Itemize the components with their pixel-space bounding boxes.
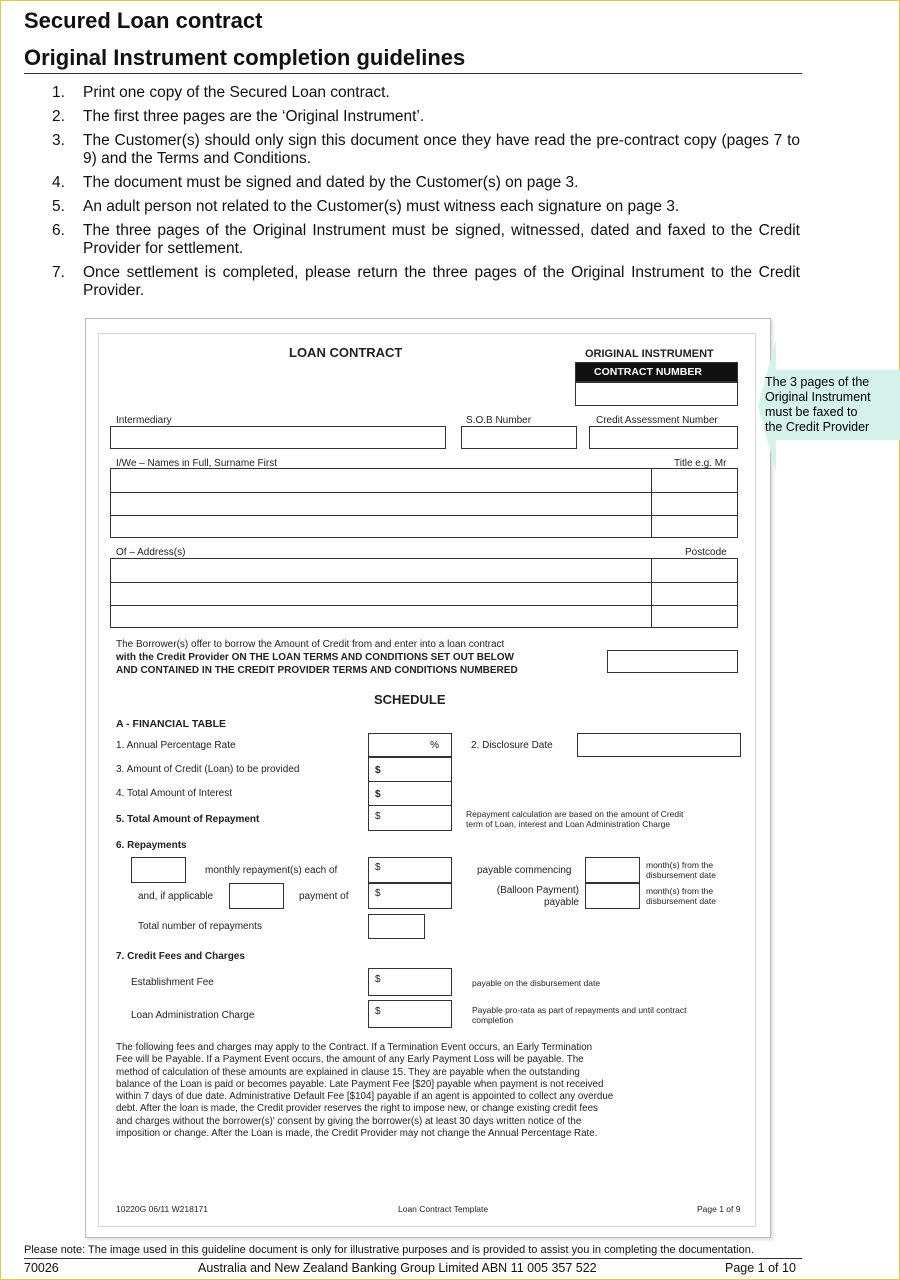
disclosure-date-field[interactable] (577, 733, 741, 757)
contract-number-header (575, 362, 738, 382)
months-line: disbursement date (646, 896, 716, 906)
names-label: I/We – Names in Full, Surname First (116, 458, 277, 469)
para-line: method of calculation of these amounts are explained in clause 15. They are payable when the outstanding (116, 1066, 580, 1078)
list-item (52, 174, 800, 192)
months-from-label (646, 886, 716, 906)
document-subtitle: Original Instrument completion guidelines (24, 45, 466, 70)
step-text: The Customer(s) should only sign this document once they have read the pre-contract copy (pages 7 to 9) and the Terms and Conditions. (83, 132, 800, 167)
list-item (52, 108, 800, 126)
borrower-offer-text (116, 638, 518, 677)
document-title: Secured Loan contract (24, 8, 263, 33)
guideline-steps (52, 84, 800, 306)
para-line: The following fees and charges may apply to the Contract. If a Termination Event occurs, an Early Termination (116, 1042, 593, 1053)
step-text: The document must be signed and dated by the Customer(s) on page 3. (83, 174, 579, 191)
payable-commencing-label: payable commencing (477, 865, 572, 876)
amount-credit-field[interactable] (368, 757, 452, 782)
step-number: 4. (52, 174, 65, 191)
balloon-label (489, 885, 579, 909)
list-item (52, 198, 800, 216)
credit-fees-heading: 7. Credit Fees and Charges (116, 951, 245, 962)
callout-line: must be faxed to (765, 405, 858, 419)
establishment-fee-field[interactable] (368, 968, 452, 996)
note-line: Repayment calculation are based on the amount of Credit (466, 809, 684, 819)
balloon-line: payable (543, 897, 579, 908)
establishment-fee-label: Establishment Fee (131, 977, 214, 988)
balloon-count-field[interactable] (229, 883, 284, 909)
subtitle-rule (24, 73, 802, 74)
note-line: term of Loan, interest and Loan Administration Charge (466, 819, 671, 829)
step-number: 1. (52, 84, 65, 101)
list-item (52, 264, 800, 300)
callout-line: The 3 pages of the (765, 375, 870, 389)
original-instrument-label: ORIGINAL INSTRUMENT (585, 348, 714, 360)
dollar-sign: $ (375, 1006, 381, 1017)
footer-rule (24, 1258, 802, 1259)
disclosure-date-label: 2. Disclosure Date (471, 740, 553, 751)
para-line: balance of the Loan is paid or becomes payable. Late Payment Fee [$20] payable when payment is not received (116, 1078, 604, 1090)
callout-line: Original Instrument (765, 390, 871, 404)
number-of-repayments-field[interactable] (131, 857, 186, 883)
percent-sign: % (430, 740, 439, 751)
para-line: Fee will be Payable. If a Payment Event occurs, the amount of any Early Payment Loss will be payable. The (116, 1054, 584, 1066)
step-number: 5. (52, 198, 65, 215)
form-title: LOAN CONTRACT (289, 345, 403, 360)
fax-callout (758, 340, 900, 472)
title-label: Title e.g. Mr (674, 458, 727, 469)
total-repayment-field[interactable] (368, 805, 452, 831)
illustrative-note: Please note: The image used in this guideline document is only for illustrative purposes and is provided to assist you in completing the documentation. (24, 1244, 754, 1256)
sob-number-field[interactable] (461, 426, 577, 449)
step-text: The first three pages are the ‘Original Instrument’. (83, 108, 425, 125)
dollar-sign: $ (375, 862, 381, 873)
balloon-months-field[interactable] (585, 883, 640, 909)
schedule-heading: SCHEDULE (374, 692, 446, 707)
postcode-label: Postcode (685, 547, 727, 558)
amount-credit-label: 3. Amount of Credit (Loan) to be provided (116, 764, 300, 775)
intermediary-label: Intermediary (116, 415, 172, 426)
fees-paragraph (116, 1042, 738, 1140)
callout-text (765, 375, 871, 435)
list-item (52, 84, 800, 102)
dollar-sign: $ (375, 974, 381, 985)
address-label: Of – Address(s) (116, 547, 186, 558)
payable-disbursement-note: payable on the disbursement date (472, 978, 601, 988)
dollar-sign: $ (375, 811, 381, 822)
form-footer-template: Loan Contract Template (398, 1204, 489, 1214)
list-item (52, 222, 800, 258)
borrower-text-line: The Borrower(s) offer to borrow the Amount of Credit from and enter into a loan contract (116, 639, 505, 650)
section-a-heading: A - FINANCIAL TABLE (116, 718, 227, 730)
footer-company: Australia and New Zealand Banking Group Limited ABN 11 005 357 522 (198, 1261, 597, 1275)
monthly-each-label: monthly repayment(s) each of (205, 865, 338, 876)
borrower-text-line: with the Credit Provider ON THE LOAN TERMS AND CONDITIONS SET OUT BELOW (116, 652, 514, 663)
months-from-label (646, 860, 716, 880)
monthly-repayment-field[interactable] (368, 857, 452, 883)
balloon-line: (Balloon Payment) (496, 885, 579, 896)
para-line: imposition or change. After the Loan is made, the Credit Provider may not change the Annual Percentage Rate. (116, 1128, 598, 1140)
callout-line: the Credit Provider (765, 420, 870, 434)
step-text: The three pages of the Original Instrument must be signed, witnessed, dated and faxed to the Credit Provider for settlement. (83, 222, 800, 257)
terms-number-field[interactable] (607, 650, 738, 673)
contract-number-label: CONTRACT NUMBER (594, 366, 702, 378)
loan-admin-label: Loan Administration Charge (131, 1010, 255, 1021)
footer-code: 70026 (24, 1261, 59, 1275)
credit-assessment-label: Credit Assessment Number (596, 415, 718, 426)
step-text: An adult person not related to the Customer(s) must witness each signature on page 3. (83, 198, 680, 215)
repayments-heading: 6. Repayments (116, 840, 187, 851)
total-repayment-label: 5. Total Amount of Repayment (116, 814, 260, 825)
list-item (52, 132, 800, 168)
prorata-note (472, 1005, 687, 1025)
contract-number-field[interactable] (575, 382, 738, 406)
note-line: Payable pro-rata as part of repayments and until contract (472, 1005, 687, 1015)
total-interest-field[interactable] (368, 781, 452, 806)
footer-page-number: Page 1 of 10 (725, 1261, 796, 1275)
form-footer-page: Page 1 of 9 (697, 1204, 741, 1214)
apr-label: 1. Annual Percentage Rate (116, 740, 236, 751)
borrower-text-line: AND CONTAINED IN THE CREDIT PROVIDER TERMS AND CONDITIONS NUMBERED (116, 665, 518, 676)
intermediary-field[interactable] (110, 426, 446, 449)
balloon-amount-field[interactable] (368, 883, 452, 909)
step-number: 2. (52, 108, 65, 125)
loan-admin-field[interactable] (368, 1000, 452, 1028)
para-line: and charges without the borrower(s)' consent by giving the borrower(s) at least 30 days written notice of the (116, 1115, 582, 1127)
step-number: 7. (52, 264, 65, 281)
dollar-sign: $ (375, 789, 381, 800)
sob-number-label: S.O.B Number (466, 415, 532, 426)
apr-field[interactable] (368, 733, 452, 757)
address-table[interactable] (110, 558, 738, 628)
months-line: month(s) from the (646, 886, 714, 896)
para-line: within 7 days of due date. Administrative Default Fee [$104] payable if an agent is appointed to collect any overdue (116, 1091, 614, 1103)
credit-assessment-field[interactable] (589, 426, 738, 449)
and-if-applicable-label: and, if applicable (138, 891, 214, 902)
months-line: disbursement date (646, 870, 716, 880)
total-repayments-label: Total number of repayments (138, 921, 262, 932)
step-text: Print one copy of the Secured Loan contract. (83, 84, 390, 101)
note-line: completion (472, 1015, 514, 1025)
step-text: Once settlement is completed, please return the three pages of the Original Instrument to the Credit Provider. (83, 264, 800, 299)
form-footer-code: 10220G 06/11 W218171 (116, 1204, 208, 1214)
dollar-sign: $ (375, 765, 381, 776)
commencing-months-field[interactable] (585, 857, 640, 883)
payment-of-label: payment of (299, 891, 349, 902)
months-line: month(s) from the (646, 860, 714, 870)
names-table[interactable] (110, 468, 738, 538)
dollar-sign: $ (375, 888, 381, 899)
para-line: debt. After the loan is made, the Credit provider reserves the right to impose new, or change existing credit fees (116, 1103, 598, 1115)
step-number: 3. (52, 132, 65, 149)
repayment-note (466, 809, 683, 829)
total-repayments-field[interactable] (368, 914, 425, 939)
total-interest-label: 4. Total Amount of Interest (116, 788, 232, 799)
step-number: 6. (52, 222, 65, 239)
